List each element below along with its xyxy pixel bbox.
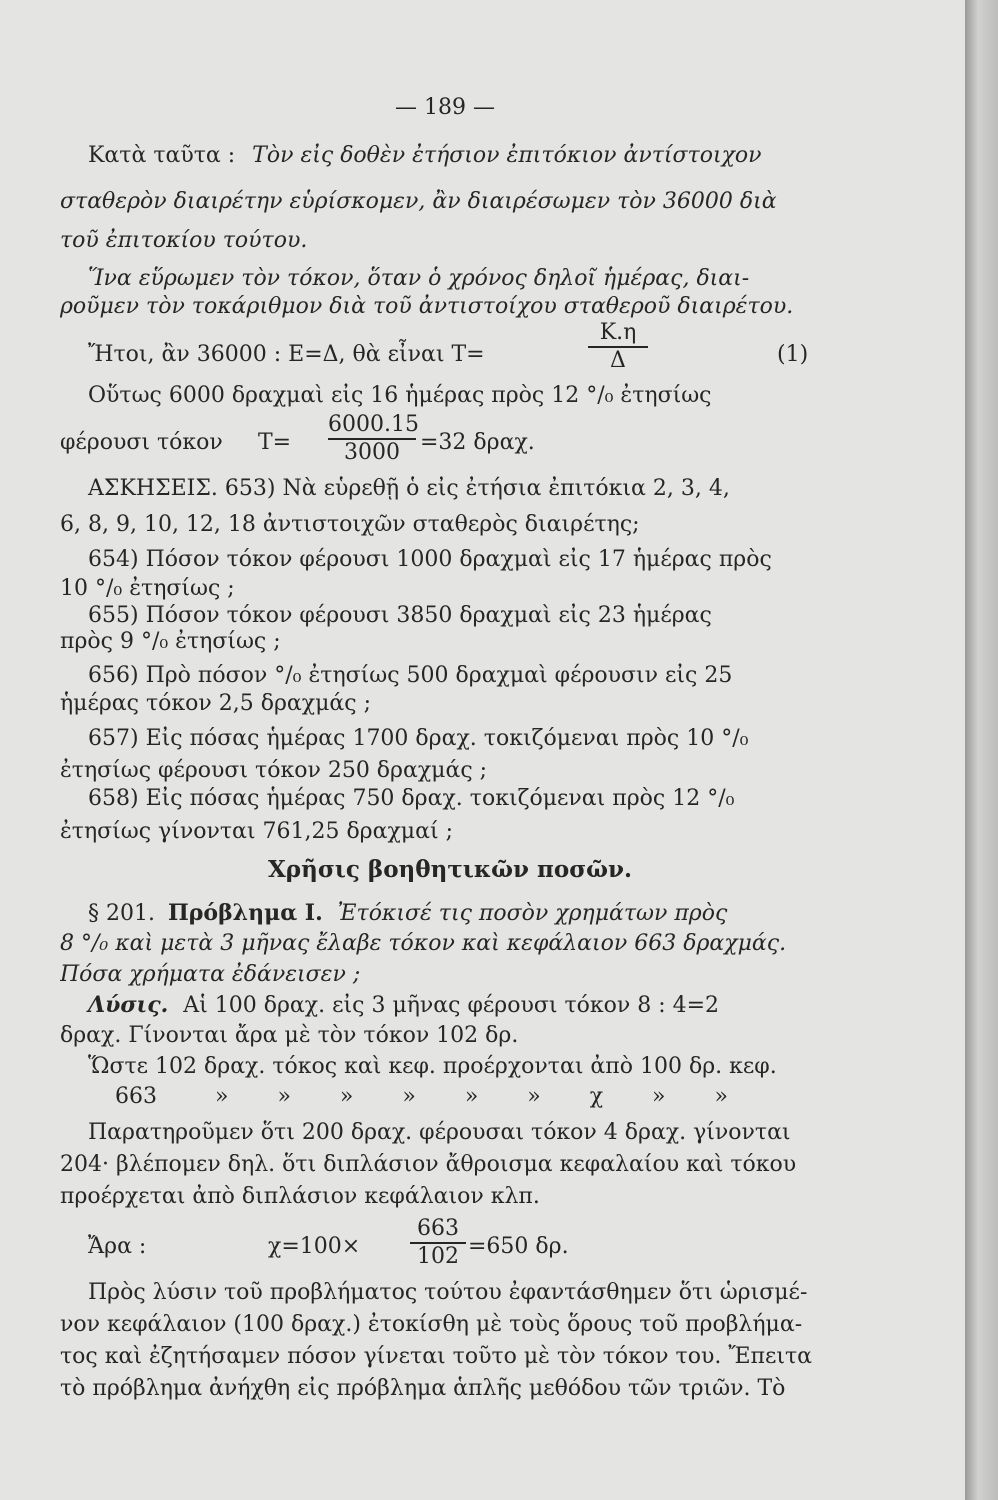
fraction-numerator: Κ.η	[599, 320, 637, 345]
text-kata-tauta: Κατὰ ταῦτα :	[88, 143, 236, 168]
formula-1-text: Ἤτοι, ἂν 36000 : Ε=Δ, θὰ εἶναι Τ=	[88, 342, 485, 367]
line-final-4: τὸ πρόβλημα ἀνήχθη εἰς πρόβλημα ἁπλῆς μεθόδου τῶν τριῶν. Τὸ	[60, 1376, 786, 1401]
text-ara: Ἄρα :	[88, 1234, 147, 1259]
solution-label: Λύσις.	[88, 992, 169, 1018]
text-result-650: =650 δρ.	[468, 1234, 569, 1259]
line-5: ροῦμεν τὸν τοκάριθμον διὰ τοῦ ἀντιστοίχου σταθεροῦ διαιρέτου.	[60, 294, 794, 319]
section-number: § 201.	[88, 901, 155, 926]
fraction-663-over-102	[410, 1216, 466, 1270]
line-problem-2: 8 °/₀ καὶ μετὰ 3 μῆνας ἔλαβε τόκον καὶ κεφάλαιον 663 δραχμάς.	[60, 931, 787, 956]
text-result-32: =32 δραχ.	[420, 430, 535, 455]
line-657: 657) Εἰς πόσας ἡμέρας 1700 δραχ. τοκιζόμεναι πρὸς 10 °/₀	[88, 726, 749, 751]
line-655-cont: πρὸς 9 °/₀ ἐτησίως ;	[60, 629, 281, 654]
text-T-equals: Τ=	[258, 430, 292, 455]
line-example: Οὕτως 6000 δραχμαὶ εἰς 16 ἡμέρας πρὸς 12 °/₀ ἐτησίως	[88, 383, 712, 408]
fraction-numerator: 663	[417, 1216, 459, 1241]
text-x-equals-100: χ=100×	[268, 1234, 361, 1259]
line-solution-3: Ὥστε 102 δραχ. τόκος καὶ κεφ. προέρχονται ἀπὸ 100 δρ. κεφ.	[88, 1054, 777, 1079]
problem-title: Πρόβλημα Ι.	[167, 900, 323, 926]
fraction-denominator: 3000	[328, 438, 416, 466]
line-1	[60, 137, 840, 175]
line-observe-3: προέρχεται ἀπὸ διπλάσιον κεφάλαιον κλπ.	[60, 1184, 540, 1209]
line-656: 656) Πρὸ πόσον °/₀ ἐτησίως 500 δραχμαὶ φέρουσιν εἰς 25	[88, 663, 733, 688]
text-rule-1: Τὸν εἰς δοθὲν ἐτήσιον ἐπιτόκιον ἀντίστοιχον	[252, 143, 762, 168]
text-663: 663	[115, 1084, 157, 1109]
text-ferousi-tokon: φέρουσι τόκον	[60, 430, 223, 455]
line-658-cont: ἐτησίως γίνονται 761,25 δραχμαί ;	[60, 819, 453, 844]
line-final-3: τος καὶ ἐζητήσαμεν πόσον γίνεται τοῦτο μὲ τὸν τόκον του. Ἔπειτα	[60, 1344, 813, 1369]
line-3: τοῦ ἐπιτοκίου τούτου.	[60, 228, 308, 253]
page-number: — 189 —	[395, 95, 495, 120]
fraction-k-eta-delta	[588, 320, 648, 374]
line-4: Ἵνα εὕρωμεν τὸν τόκον, ὅταν ὁ χρόνος δηλοῖ ἡμέρας, διαι-	[88, 266, 750, 291]
fraction-denominator: Δ	[588, 346, 648, 374]
line-656-cont: ἡμέρας τόκον 2,5 δραχμάς ;	[60, 691, 371, 716]
solution-text-1: Αἱ 100 δραχ. εἰς 3 μῆνας φέρουσι τόκον 8 : 4=2	[183, 993, 720, 1018]
line-655: 655) Πόσον τόκον φέρουσι 3850 δραχμαὶ εἰς 23 ἡμέρας	[88, 603, 712, 628]
fraction-6000-15-over-3000	[328, 412, 419, 466]
line-problem-3: Πόσα χρήματα ἐδάνεισεν ;	[60, 962, 361, 987]
line-solution-2: δραχ. Γίνονται ἄρα μὲ τὸν τόκον 102 δρ.	[60, 1023, 519, 1048]
line-653-cont: 6, 8, 9, 10, 12, 18 ἀντιστοιχῶν σταθερὸς διαιρέτης;	[60, 512, 640, 537]
line-observe-2: 204· βλέπομεν δηλ. ὅτι διπλάσιον ἄθροισμα κεφαλαίου καὶ τόκου	[60, 1152, 797, 1177]
line-2: σταθερὸν διαιρέτην εὑρίσκομεν, ἂν διαιρέσωμεν τὸν 36000 διὰ	[60, 189, 777, 214]
line-askiseis: ΑΣΚΗΣΕΙΣ. 653) Νὰ εὑρεθῇ ὁ εἰς ἐτήσια ἐπιτόκια 2, 3, 4,	[88, 476, 730, 501]
section-heading: Χρῆσις βοηθητικῶν ποσῶν.	[267, 856, 633, 883]
line-observe-1: Παρατηροῦμεν ὅτι 200 δραχ. φέρουσαι τόκον 4 δραχ. γίνονται	[88, 1120, 791, 1145]
page-edge	[965, 0, 998, 1500]
line-658: 658) Εἰς πόσας ἡμέρας 750 δραχ. τοκιζόμεναι πρὸς 12 °/₀	[88, 786, 735, 811]
ditto-marks-row: » » » » » » χ » »	[215, 1084, 728, 1109]
fraction-denominator: 102	[410, 1242, 466, 1270]
line-654-cont: 10 °/₀ ἐτησίως ;	[60, 576, 235, 601]
line-657-cont: ἐτησίως φέρουσι τόκον 250 δραχμάς ;	[60, 758, 488, 783]
fraction-numerator: 6000.15	[328, 412, 419, 437]
problem-text-1: Ἐτόκισέ τις ποσὸν χρημάτων πρὸς	[337, 901, 728, 926]
line-654: 654) Πόσον τόκον φέρουσι 1000 δραχμαὶ εἰς 17 ἡμέρας πρὸς	[88, 547, 772, 572]
equation-number: (1)	[777, 342, 809, 367]
line-final-2: νον κεφάλαιον (100 δραχ.) ἐτοκίσθη μὲ τοὺς ὅρους τοῦ προβλήμα-	[60, 1312, 803, 1337]
line-final-1: Πρὸς λύσιν τοῦ προβλήματος τούτου ἐφαντάσθημεν ὅτι ὡρισμέ-	[88, 1280, 808, 1305]
